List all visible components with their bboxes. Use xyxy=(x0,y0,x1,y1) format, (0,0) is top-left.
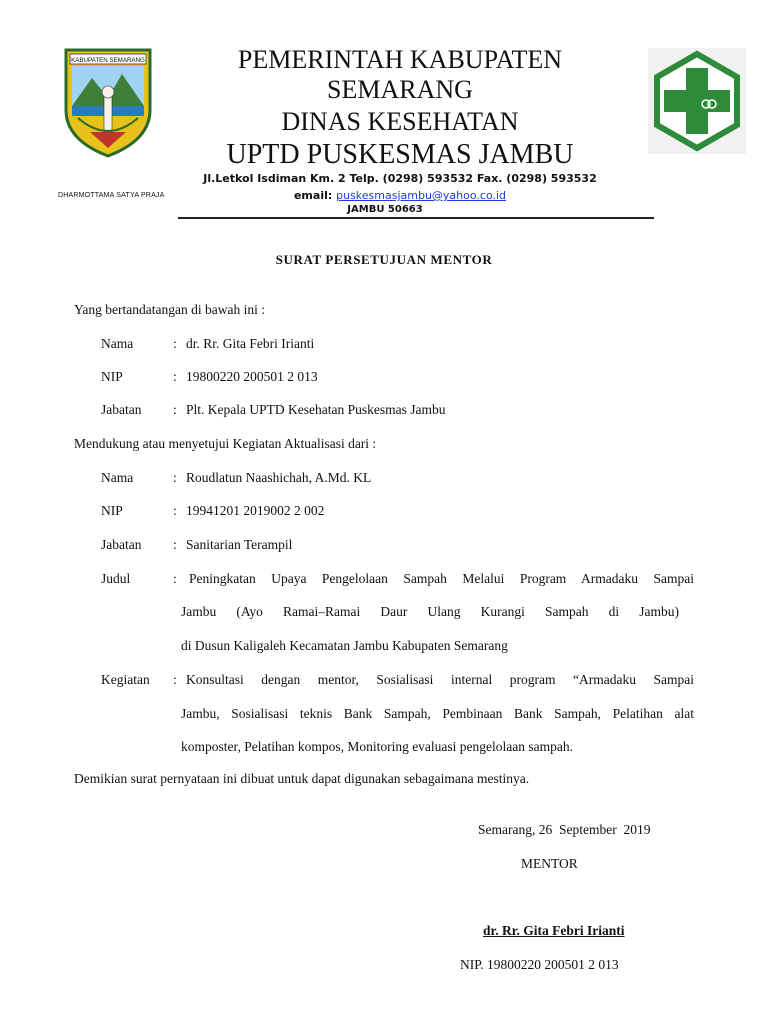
colon: : xyxy=(173,672,177,687)
participant-nip-value: 19941201 2019002 2 002 xyxy=(186,503,325,518)
participant-nama-label: Nama xyxy=(101,470,134,485)
email-line xyxy=(170,189,630,202)
motto-text: DHARMOTTAMA SATYA PRAJA xyxy=(58,192,165,199)
kegiatan-line: komposter, Pelatihan kompos, Monitoring evaluasi pengelolaan sampah. xyxy=(181,739,574,754)
colon: : xyxy=(173,402,177,417)
kabupaten-semarang-logo xyxy=(64,48,152,158)
header-line-3: DINAS KESEHATAN xyxy=(281,107,519,136)
participant-nama-value: Roudlatun Naashichah, A.Md. KL xyxy=(186,470,372,485)
colon: : xyxy=(173,470,177,485)
header-divider xyxy=(178,217,654,219)
support-text: Mendukung atau menyetujui Kegiatan Aktualisasi dari : xyxy=(74,436,377,451)
closing-text: Demikian surat pernyataan ini dibuat untuk dapat digunakan sebagaimana mestinya. xyxy=(74,771,530,786)
header-line-2: SEMARANG xyxy=(327,75,473,104)
signer-jabatan-label: Jabatan xyxy=(101,402,142,417)
intro-text: Yang bertandatangan di bawah ini : xyxy=(74,302,265,317)
signer-name: dr. Rr. Gita Febri Irianti xyxy=(483,923,625,938)
colon: : xyxy=(173,571,177,586)
judul-line: Jambu (Ayo Ramai–Ramai Daur Ulang Kurangi Sampah di Jambu) xyxy=(181,604,679,619)
header-line-4: UPTD PUSKESMAS JAMBU xyxy=(226,139,574,170)
judul-line: di Dusun Kaligaleh Kecamatan Jambu Kabupaten Semarang xyxy=(181,638,508,653)
colon: : xyxy=(173,369,177,384)
header-line-1: PEMERINTAH KABUPATEN xyxy=(237,45,563,74)
signer-nip-label: NIP xyxy=(101,369,123,384)
kegiatan-line: Konsultasi dengan mentor, Sosialisasi internal program “Armadaku Sampai xyxy=(186,672,694,687)
email-label: email: xyxy=(293,189,333,202)
signer-nama-value: dr. Rr. Gita Febri Irianti xyxy=(186,336,315,351)
signer-nip-value: 19800220 200501 2 013 xyxy=(186,369,318,384)
place-date: Semarang, 26 September 2019 xyxy=(478,822,651,837)
participant-nip-label: NIP xyxy=(101,503,123,518)
signer-jabatan-value: Plt. Kepala UPTD Kesehatan Puskesmas Jambu xyxy=(186,402,446,417)
letter-title: SURAT PERSETUJUAN MENTOR xyxy=(275,252,493,267)
puskesmas-logo xyxy=(648,48,746,154)
judul-line: Peningkatan Upaya Pengelolaan Sampah Melalui Program Armadaku Sampai xyxy=(189,571,694,586)
participant-kegiatan-label: Kegiatan xyxy=(101,672,150,687)
city-line: JAMBU 50663 xyxy=(347,204,423,215)
colon: : xyxy=(173,503,177,518)
colon: : xyxy=(173,336,177,351)
address-line: Jl.Letkol Isdiman Km. 2 Telp. (0298) 593532 Fax. (0298) 593532 xyxy=(203,172,597,185)
participant-judul-label: Judul xyxy=(101,571,131,586)
kegiatan-line: Jambu, Sosialisasi teknis Bank Sampah, Pembinaan Bank Sampah, Pelatihan alat xyxy=(181,706,694,721)
participant-jabatan-value: Sanitarian Terampil xyxy=(186,537,293,552)
email-link[interactable]: puskesmasjambu@yahoo.co.id xyxy=(336,189,507,202)
colon: : xyxy=(173,537,177,552)
signer-nama-label: Nama xyxy=(101,336,134,351)
signer-role: MENTOR xyxy=(521,856,578,871)
participant-jabatan-label: Jabatan xyxy=(101,537,142,552)
logo-banner-text: KABUPATEN SEMARANG xyxy=(71,57,145,64)
signer-nip: NIP. 19800220 200501 2 013 xyxy=(460,957,619,972)
